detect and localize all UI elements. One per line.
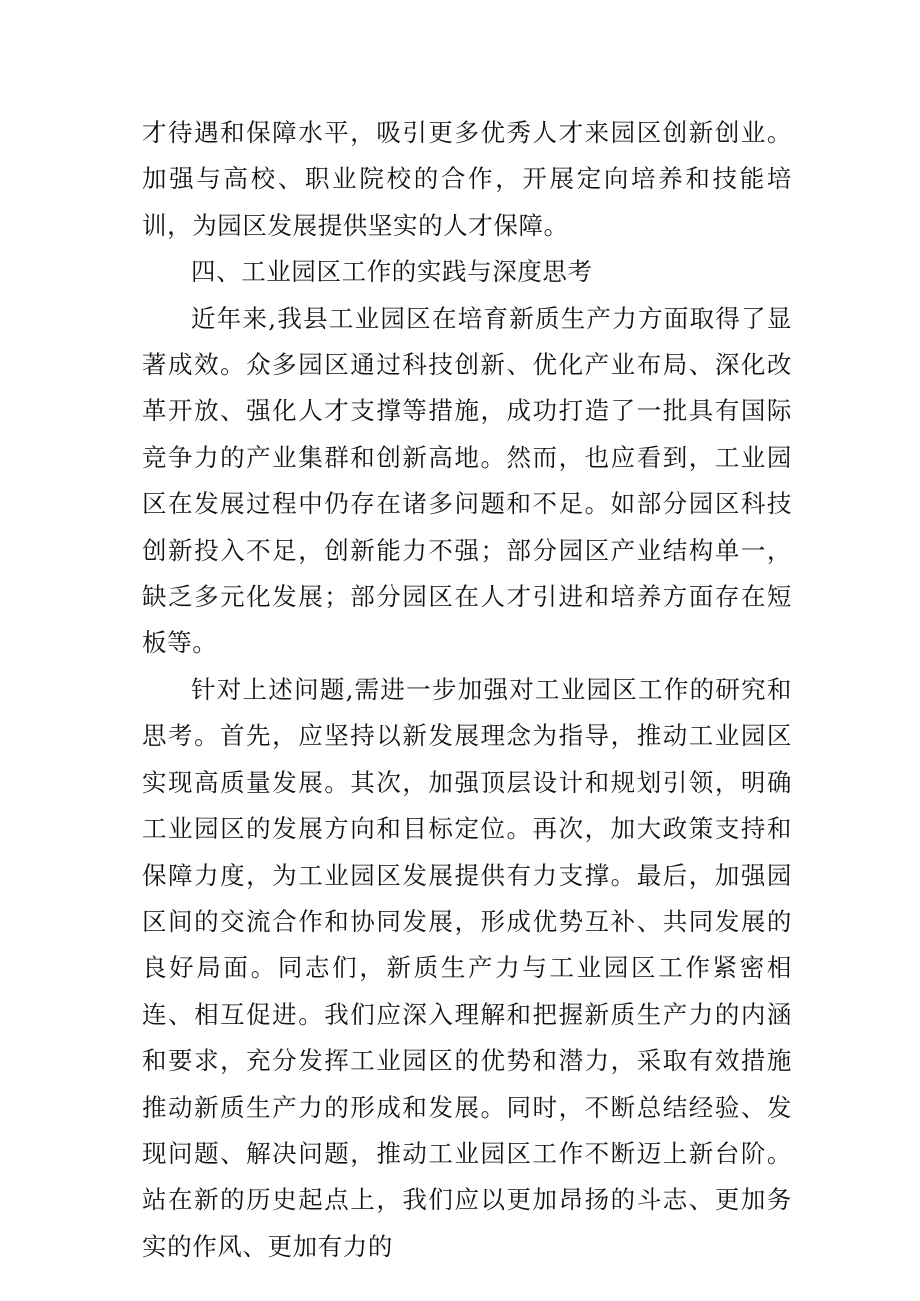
paragraph-reflection: 针对上述问题,需进一步加强对工业园区工作的研究和思考。首先，应坚持以新发展理念为指导，推动工业园区实现高质量发展。其次，加强顶层设计和规划引领，明确工业园区的发展方向和目标定位。再次，加大政策支持和保障力度，为工业园区发展提供有力支撑。最后，加强园区间的交流合作和协同发展，形成优势互补、共同发展的良好局面。同志们，新质生产力与工业园区工作紧密相连、相互促进。我们应深入理解和把握新质生产力的内涵和要求，充分发挥工业园区的优势和潜力，采取有效措施推动新质生产力的形成和发展。同时，不断总结经验、发现问题、解决问题，推动工业园区工作不断迈上新台阶。站在新的历史起点上，我们应以更加昂扬的斗志、更加务实的作风、更加有力的 [142, 674, 792, 1261]
document-body [142, 110, 792, 1270]
paragraph-continuation: 才待遇和保障水平，吸引更多优秀人才来园区创新创业。加强与高校、职业院校的合作，开展定向培养和技能培训，为园区发展提供坚实的人才保障。 [142, 118, 792, 240]
paragraph-practice: 近年来,我县工业园区在培育新质生产力方面取得了显著成效。众多园区通过科技创新、优化产业布局、深化改革开放、强化人才支撑等措施，成功打造了一批具有国际竞争力的产业集群和创新高地。然而，也应看到，工业园区在发展过程中仍存在诸多问题和不足。如部分园区科技创新投入不足，创新能力不强；部分园区产业结构单一，缺乏多元化发展；部分园区在人才引进和培养方面存在短板等。 [142, 303, 792, 658]
section-heading: 四、工业园区工作的实践与深度思考 [191, 257, 593, 287]
